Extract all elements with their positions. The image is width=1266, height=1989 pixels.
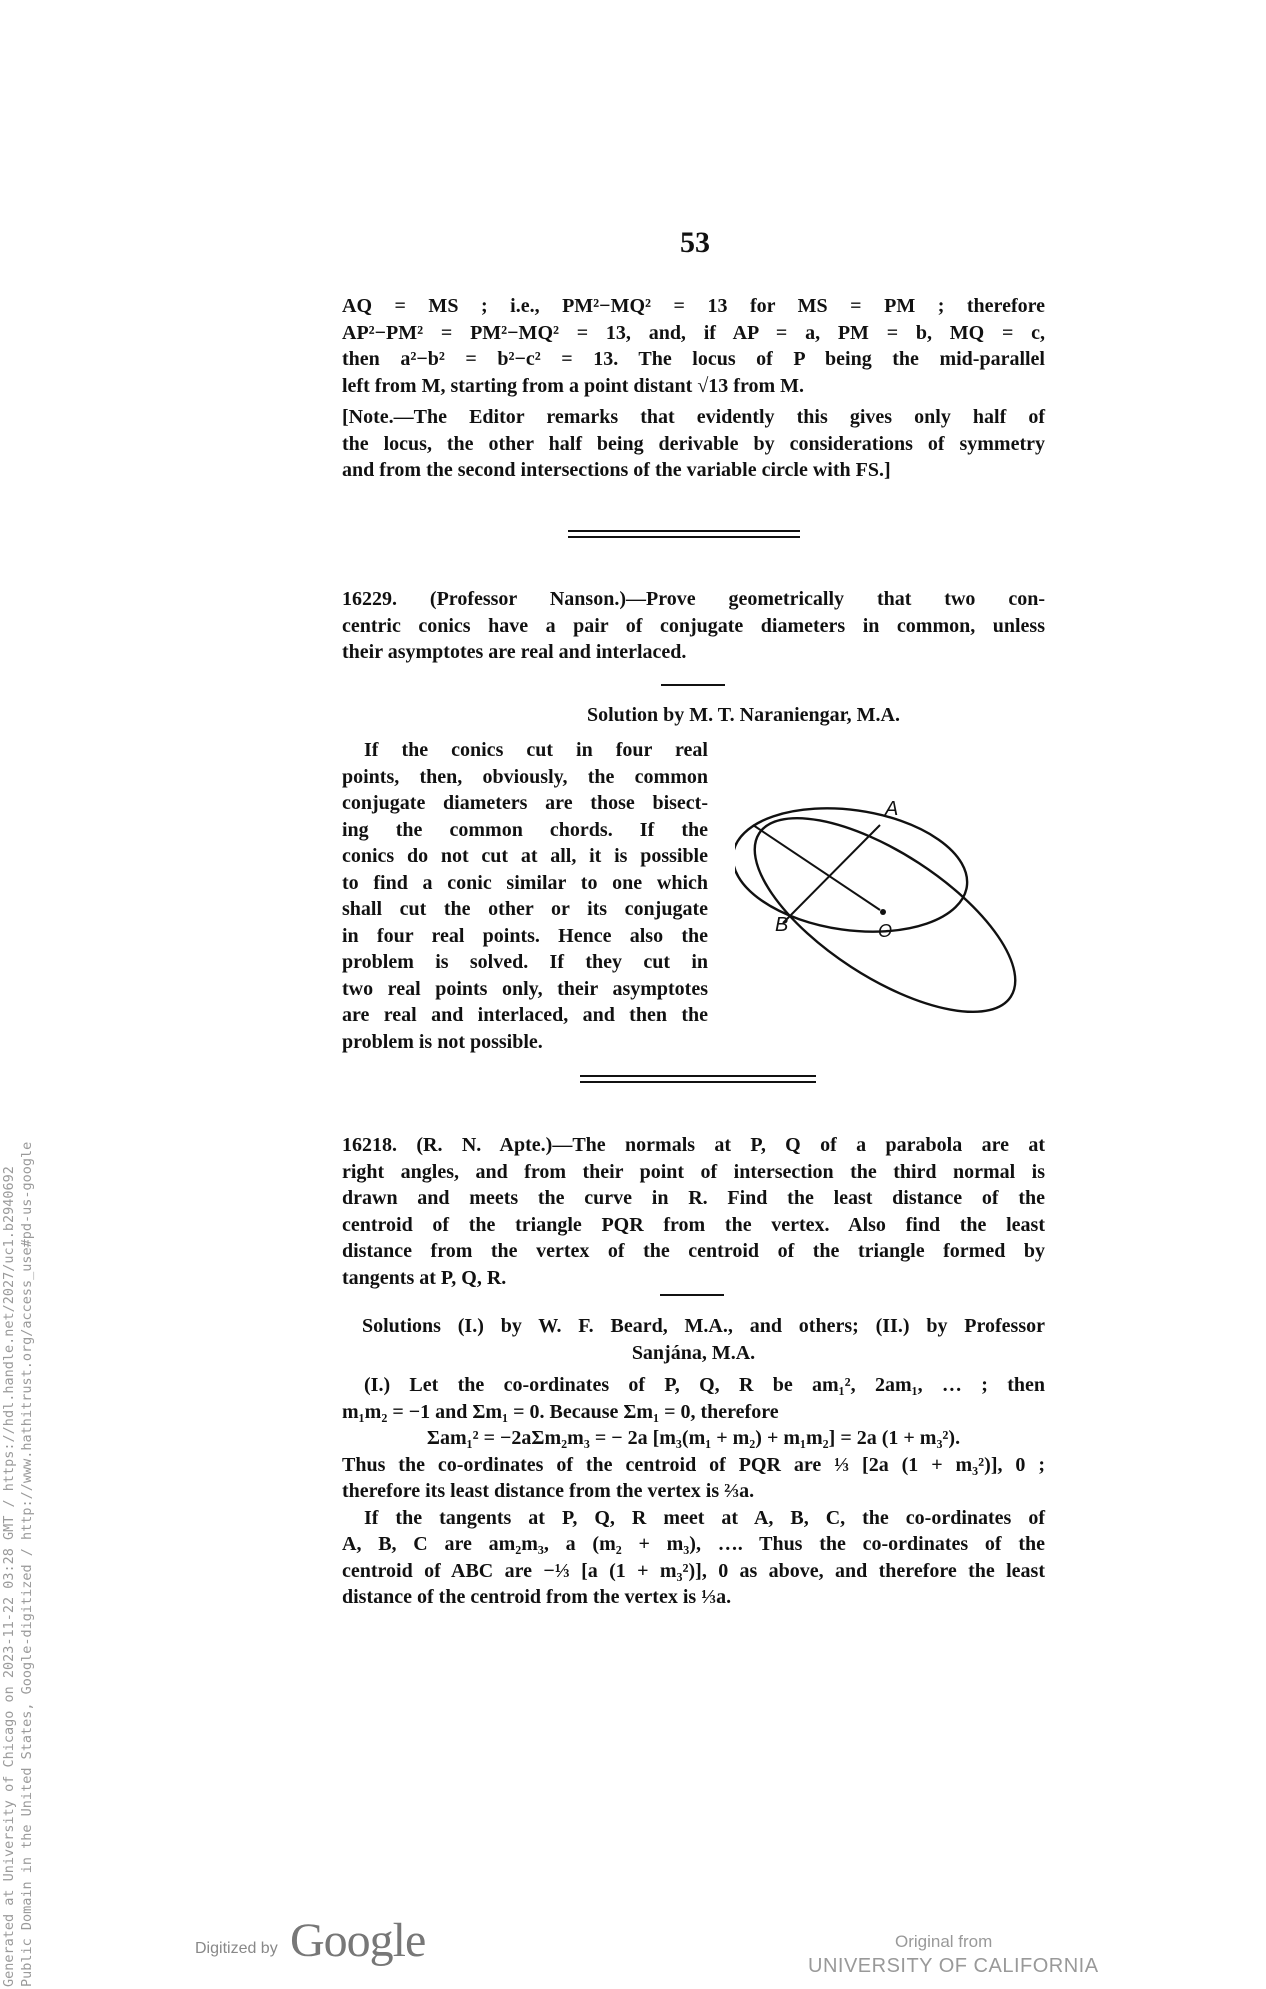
solution-attribution [342, 702, 1045, 729]
text-line: (I.) Let the co-ordinates of P, Q, R be am₁², 2am₁, … ; then [364, 1374, 1045, 1396]
text-line: then a²−b² = b²−c² = 13. The locus of P being the mid-parallel [342, 348, 1045, 370]
side-watermark [0, 969, 36, 1989]
section-divider [580, 1075, 816, 1083]
text-line: Sanjána, M.A. [631, 1341, 756, 1364]
short-divider [660, 1294, 724, 1296]
text-line: therefore its least distance from the vertex is ⅔a. [342, 1480, 755, 1502]
conics-figure [735, 775, 1045, 1030]
chord-line [783, 825, 880, 923]
label-a: A [885, 798, 899, 820]
text-line: tangents at P, Q, R. [342, 1266, 507, 1289]
text-line: problem is not possible. [342, 1030, 543, 1053]
text-line: 16218. (R. N. Apte.)—The normals at P, Q of a parabola are at [342, 1134, 1045, 1156]
text-line: centric conics have a pair of conjugate diameters in common, unless [342, 614, 1045, 637]
google-logo: Google [290, 1914, 426, 1967]
text-line: centroid of the triangle PQR from the vertex. Also find the least [342, 1213, 1045, 1236]
problem-16218 [342, 1132, 1045, 1291]
text-line: Thus the co-ordinates of the centroid of PQR are ⅓ [2a (1 + m₃²)], 0 ; [342, 1453, 1045, 1476]
text-line: AP²−PM² = PM²−MQ² = 13, and, if AP = a, PM = b, MQ = c, [342, 321, 1045, 344]
text-line: conjugate diameters are those bisect- [342, 792, 708, 814]
diameter-line [753, 825, 880, 910]
text-line: the locus, the other half being derivable by considerations of symmetry [342, 432, 1045, 455]
text-line: points, then, obviously, the common [342, 765, 708, 788]
section-divider [568, 530, 800, 538]
text-line: are real and interlaced, and then the [342, 1004, 708, 1026]
watermark-line-2: Public Domain in the United States, Google-digitized / http://www.hathitrust.org/access_use#pd-us-google [19, 1141, 35, 1987]
label-o: O [878, 921, 893, 941]
solution-16218-body [342, 1372, 1045, 1611]
top-paragraph [342, 293, 1045, 399]
text-line: Solution by M. T. Naraniengar, M.A. [587, 704, 900, 726]
text-line: m₁m₂ = −1 and Σm₁ = 0. Because Σm₁ = 0, therefore [342, 1400, 779, 1423]
solutions-attribution [342, 1313, 1045, 1366]
text-line: ing the common chords. If the [342, 818, 708, 841]
text-line: to find a conic similar to one which [342, 871, 708, 894]
text-line: two real points only, their asymptotes [342, 977, 708, 1000]
text-line: conics do not cut at all, it is possible [342, 845, 708, 867]
text-line: distance of the centroid from the vertex is ⅓a. [342, 1586, 732, 1608]
page-number: 53 [680, 226, 710, 259]
text-line: 16229. (Professor Nanson.)—Prove geometrically that two con- [342, 588, 1045, 610]
text-line: and from the second intersections of the variable circle with FS.] [342, 459, 891, 481]
equation-line: Σam₁² = −2aΣm₂m₃ = − 2a [m₃(m₁ + m₂) + m₁m₂] = 2a (1 + m₃²). [426, 1427, 961, 1449]
text-line: left from M, starting from a point distant √13 from M. [342, 374, 805, 397]
text-line: in four real points. Hence also the [342, 924, 708, 947]
watermark-line-1: Generated at University of Chicago on 2023-11-22 03:28 GMT / https://hdl.handle.net/2027/uc1.b2940692 [1, 1166, 17, 1987]
ellipse-1 [735, 794, 975, 946]
short-divider [661, 684, 725, 686]
text-line: right angles, and from their point of intersection the third normal is [342, 1160, 1045, 1183]
center-point [880, 909, 886, 915]
editor-note [342, 404, 1045, 484]
problem-16229 [342, 586, 1045, 666]
text-line: problem is solved. If they cut in [342, 951, 708, 973]
digitized-by-label: Digitized by [195, 1940, 278, 1957]
text-line: drawn and meets the curve in R. Find the least distance of the [342, 1187, 1045, 1209]
text-line: centroid of ABC are −⅓ [a (1 + m₃²)], 0 as above, and therefore the least [342, 1559, 1045, 1582]
text-line: AQ = MS ; i.e., PM²−MQ² = 13 for MS = PM ; therefore [342, 295, 1045, 317]
text-line: distance from the vertex of the centroid of the triangle formed by [342, 1240, 1045, 1262]
text-line: Solutions (I.) by W. F. Beard, M.A., and others; (II.) by Professor [362, 1315, 1045, 1337]
solution-16229-body [342, 737, 708, 1055]
text-line: shall cut the other or its conjugate [342, 898, 708, 920]
original-from-label: Original from [895, 1932, 993, 1951]
text-line: If the tangents at P, Q, R meet at A, B, C, the co-ordinates of [364, 1506, 1045, 1529]
text-line: A, B, C are am₂m₃, a (m₂ + m₃), …. Thus the co-ordinates of the [342, 1533, 1045, 1555]
text-line: [Note.—The Editor remarks that evidently this gives only half of [342, 406, 1045, 428]
label-b: B [775, 914, 789, 936]
university-label: UNIVERSITY OF CALIFORNIA [808, 1955, 1099, 1977]
text-line: their asymptotes are real and interlaced. [342, 641, 687, 663]
text-line: If the conics cut in four real [364, 739, 708, 761]
